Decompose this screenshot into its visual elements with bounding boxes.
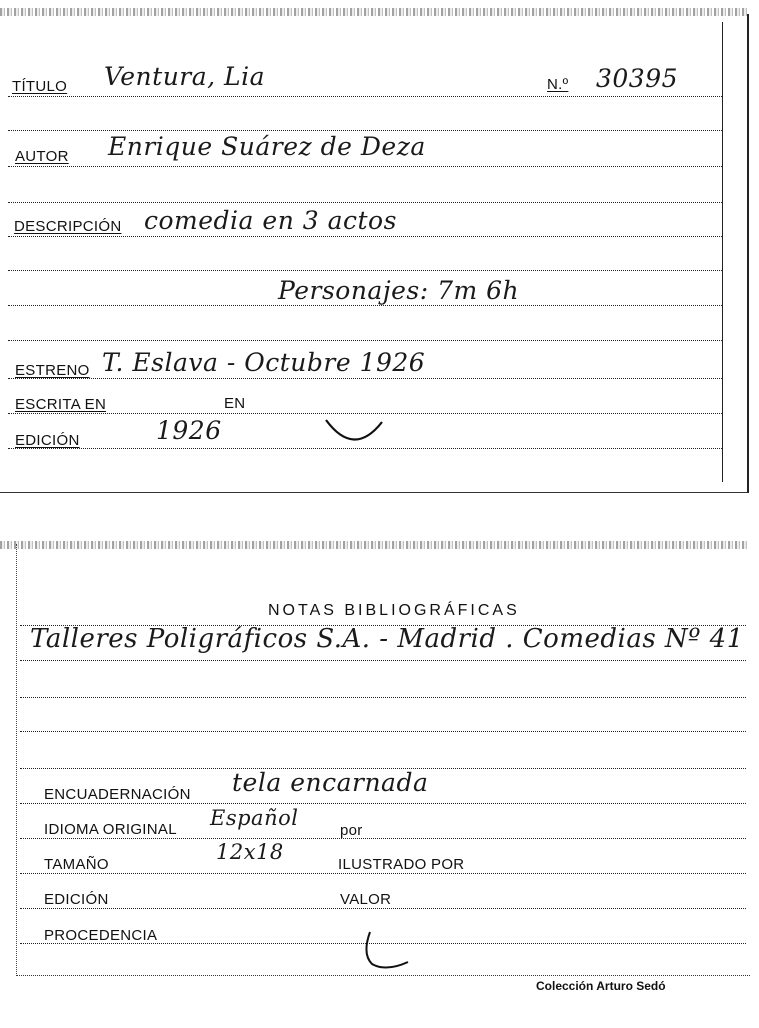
edicion-value-top: 1926 [156, 416, 222, 445]
autor-label: AUTOR [15, 148, 69, 165]
descripcion-label: DESCRIPCIÓN [14, 218, 122, 235]
titulo-value: Ventura, Lia [104, 62, 266, 91]
procedencia-label: PROCEDENCIA [44, 927, 158, 944]
estreno-label: ESTRENO [15, 362, 90, 379]
ruled-line [8, 236, 722, 237]
notas-value: Talleres Poligráficos S.A. - Madrid . Comedias Nº 41 [30, 624, 744, 654]
pen-hook-mark [356, 928, 416, 974]
numero-label: N.º [547, 76, 569, 93]
titulo-label: TÍTULO [12, 78, 68, 95]
encuadernacion-value: tela encarnada [232, 768, 429, 797]
ruled-line [20, 697, 746, 698]
ruled-line [8, 340, 722, 341]
valor-label: VALOR [340, 891, 392, 908]
numero-value: 30395 [596, 64, 679, 93]
collection-footer: Colección Arturo Sedó [536, 979, 666, 993]
encuadernacion-label: ENCUADERNACIÓN [44, 786, 191, 803]
card-top-edge [0, 8, 747, 16]
ruled-line [20, 838, 746, 839]
ruled-line [20, 873, 746, 874]
ruled-line [8, 378, 722, 379]
ruled-line [20, 731, 746, 732]
notas-heading: NOTAS BIBLIOGRÁFICAS [268, 602, 520, 619]
edicion-label-bottom: EDICIÓN [44, 891, 109, 908]
idioma-value: Español [210, 806, 299, 830]
descripcion-value: comedia en 3 actos [144, 206, 397, 235]
ruled-line [8, 96, 722, 97]
card-left-rule [16, 544, 17, 976]
card-bottom-edge [0, 541, 747, 549]
pen-arc-mark [322, 414, 386, 448]
autor-value: Enrique Suárez de Deza [108, 132, 426, 161]
ruled-line [20, 908, 746, 909]
ruled-line [20, 660, 746, 661]
ruled-line [8, 130, 722, 131]
tamano-value: 12x18 [216, 840, 284, 864]
ruled-line [8, 305, 722, 306]
ruled-line [8, 202, 722, 203]
estreno-value: T. Eslava - Octubre 1926 [102, 348, 426, 377]
ruled-line [8, 448, 722, 449]
idioma-label: IDIOMA ORIGINAL [44, 821, 177, 838]
por-label: por [340, 822, 363, 839]
en-label: EN [224, 395, 246, 412]
ruled-line [20, 803, 746, 804]
escrita-label: ESCRITA EN [15, 396, 107, 413]
personajes-value: Personajes: 7m 6h [278, 276, 520, 305]
ilustrado-label: ILUSTRADO POR [338, 856, 465, 873]
card-right-rule [722, 22, 723, 482]
ruled-line [8, 166, 722, 167]
tamano-label: TAMAÑO [44, 856, 109, 873]
edicion-label-top: EDICIÓN [15, 432, 80, 449]
card-bottom-rule [16, 975, 750, 976]
ruled-line [8, 270, 722, 271]
